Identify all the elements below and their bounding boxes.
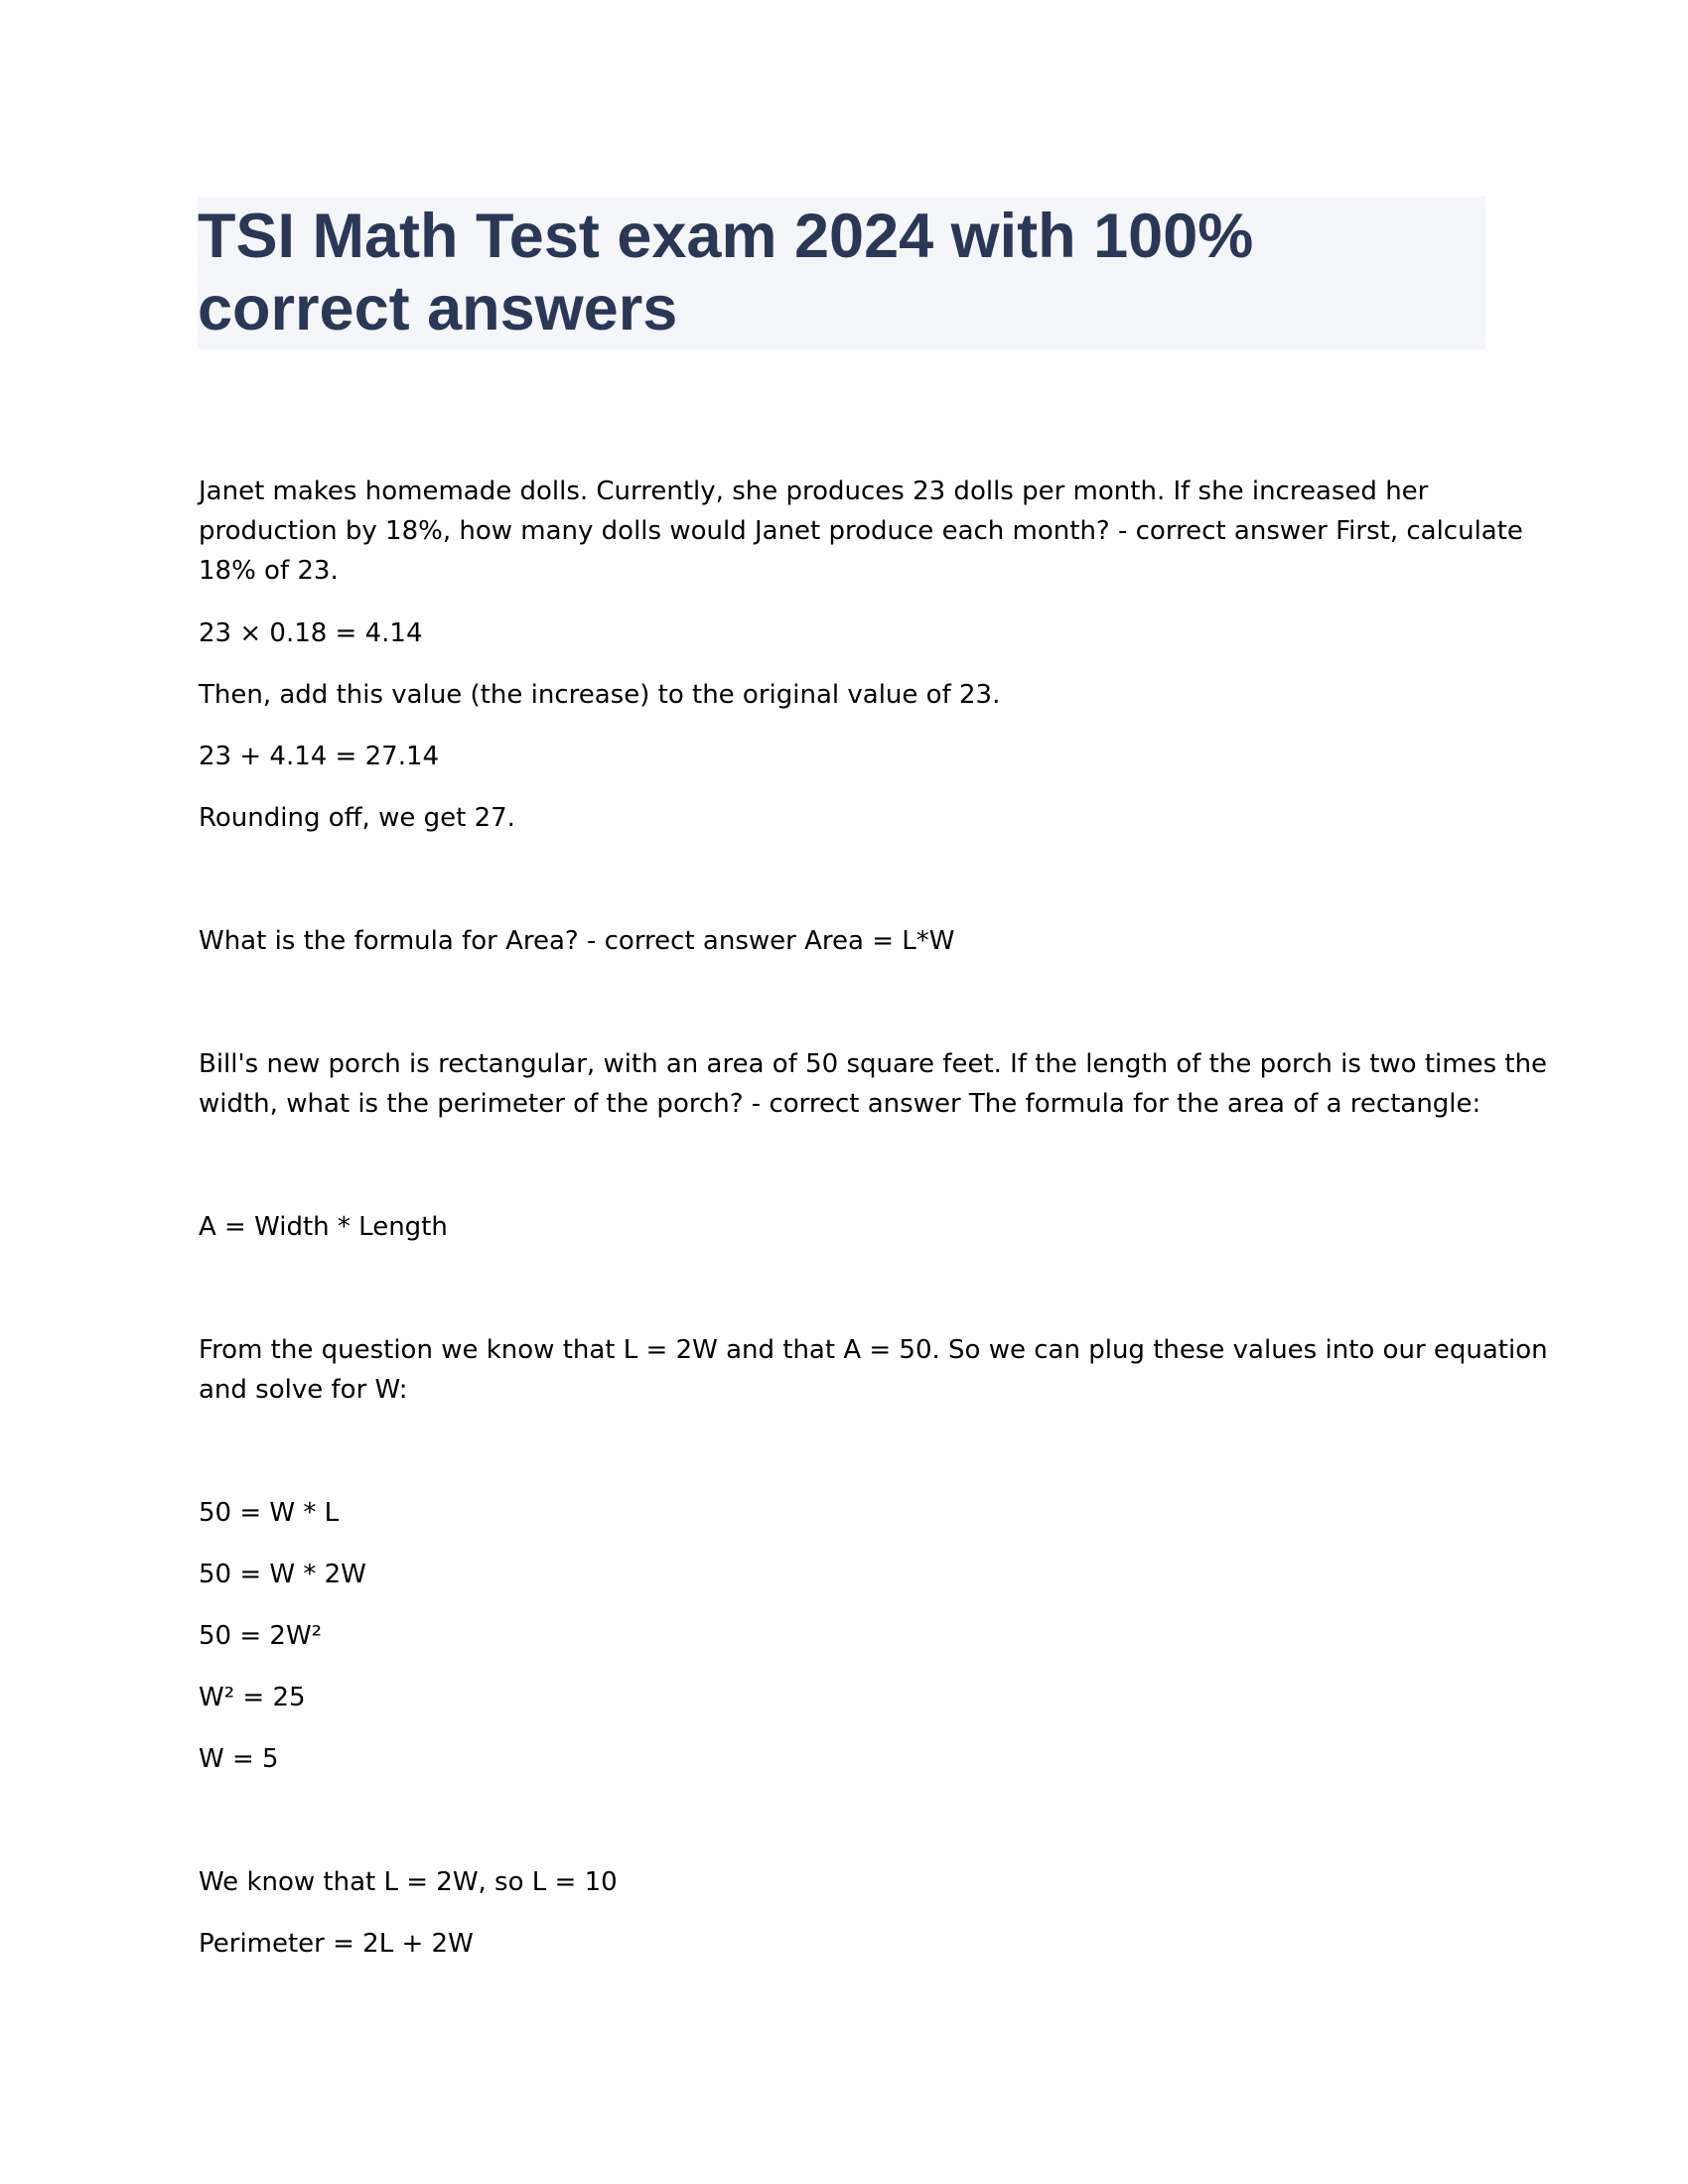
question-1-line-3: 18% of 23.: [199, 556, 339, 586]
answer-1-step-1: 23 × 0.18 = 4.14: [199, 618, 423, 648]
page-title-box: [198, 197, 1485, 349]
answer-3-explanation-line-2: and solve for W:: [199, 1375, 408, 1405]
answer-3-step-7: Perimeter = 2L + 2W: [199, 1929, 474, 1959]
page-title-line-2: correct answers: [198, 274, 678, 343]
question-2: What is the formula for Area? - correct answer Area = L*W: [199, 926, 955, 956]
answer-1-step-3: 23 + 4.14 = 27.14: [199, 742, 440, 771]
answer-3-step-3: 50 = 2W²: [199, 1621, 323, 1651]
question-3-line-2: width, what is the perimeter of the porch? - correct answer The formula for the area of a rectangle:: [199, 1089, 1481, 1119]
page-title: [198, 201, 1253, 345]
answer-3-step-4: W² = 25: [199, 1683, 306, 1712]
answer-3-step-6: We know that L = 2W, so L = 10: [199, 1867, 618, 1897]
answer-1-step-2: Then, add this value (the increase) to the original value of 23.: [199, 680, 1001, 710]
page-title-line-1: TSI Math Test exam 2024 with 100%: [198, 202, 1254, 271]
answer-3-step-5: W = 5: [199, 1744, 279, 1774]
question-3-line-1: Bill's new porch is rectangular, with an area of 50 square feet. If the length of the porch is two times the: [199, 1049, 1548, 1079]
question-1-line-2: production by 18%, how many dolls would Janet produce each month? - correct answer First, calculate: [199, 516, 1523, 546]
answer-3-formula: A = Width * Length: [199, 1212, 448, 1242]
answer-3-step-1: 50 = W * L: [199, 1498, 340, 1528]
answer-3-explanation-line-1: From the question we know that L = 2W and that A = 50. So we can plug these values into our equation: [199, 1335, 1548, 1365]
answer-3-step-2: 50 = W * 2W: [199, 1560, 366, 1589]
answer-1-step-4: Rounding off, we get 27.: [199, 803, 515, 833]
question-1-line-1: Janet makes homemade dolls. Currently, she produces 23 dolls per month. If she increased her: [199, 477, 1429, 506]
